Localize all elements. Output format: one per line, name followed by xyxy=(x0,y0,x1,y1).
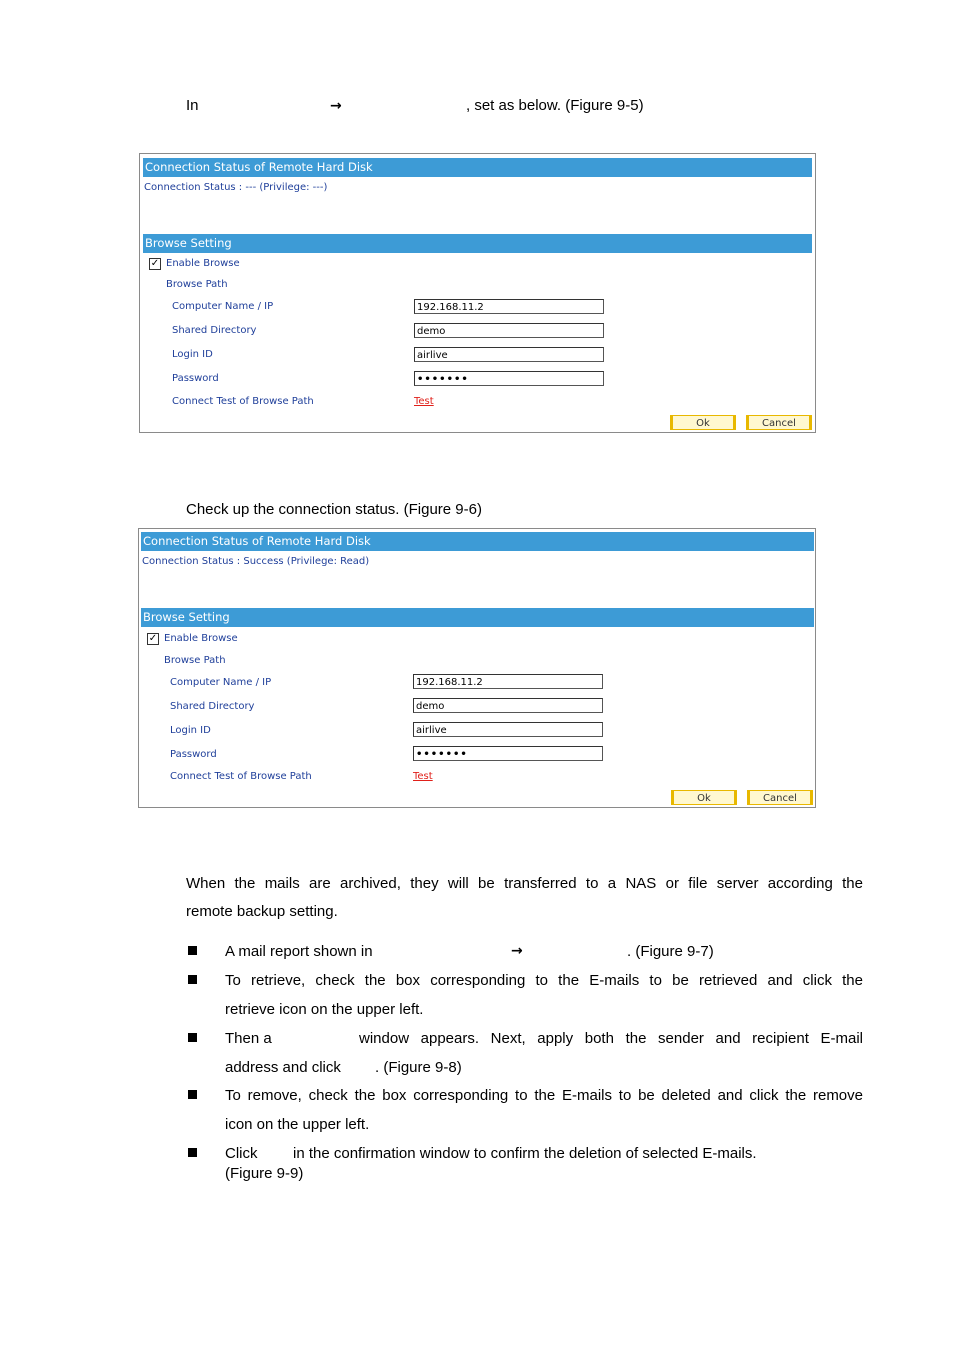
computer-name-label: Computer Name / IP xyxy=(172,301,274,312)
password-input[interactable]: ••••••• xyxy=(413,746,603,761)
status-value: Success xyxy=(243,556,284,567)
arrow-right-icon: → xyxy=(330,98,342,114)
browse-setting-header: Browse Setting xyxy=(141,608,814,627)
ok-button[interactable]: Ok xyxy=(670,415,736,430)
password-input[interactable]: ••••••• xyxy=(414,371,604,386)
intro-line xyxy=(186,96,644,116)
bullet5-line1a: Click xyxy=(225,1145,258,1162)
enable-browse-label: Enable Browse xyxy=(166,258,240,269)
check-status-text: Check up the connection status. (Figure 9-6) xyxy=(186,501,482,518)
enable-browse-checkbox[interactable]: ✓ xyxy=(150,258,160,269)
shared-directory-label: Shared Directory xyxy=(172,325,257,336)
bullet-square-icon xyxy=(188,1033,197,1042)
login-id-input[interactable]: airlive xyxy=(414,347,604,362)
enable-browse-label: Enable Browse xyxy=(164,633,238,644)
ok-button[interactable]: Ok xyxy=(671,790,737,805)
computer-name-label: Computer Name / IP xyxy=(170,677,272,688)
connection-status-text xyxy=(142,556,369,567)
bullet3-line2b: . (Figure 9-8) xyxy=(375,1059,462,1076)
browse-setting-header: Browse Setting xyxy=(143,234,812,253)
enable-browse-checkbox[interactable]: ✓ xyxy=(148,633,158,644)
password-label: Password xyxy=(172,373,219,384)
bullet4-line2: icon on the upper left. xyxy=(225,1116,370,1133)
list-item xyxy=(225,1081,863,1139)
bullet2-line2: retrieve icon on the upper left. xyxy=(225,1001,424,1018)
shared-directory-label: Shared Directory xyxy=(170,701,255,712)
shared-directory-input[interactable]: demo xyxy=(413,698,603,713)
remote-disk-panel-fig-9-6 xyxy=(138,528,816,808)
bullet-square-icon xyxy=(188,975,197,984)
bullet-square-icon xyxy=(188,1090,197,1099)
intro-suffix: , set as below. (Figure 9-5) xyxy=(466,97,644,114)
bullet3-line1a: Then a xyxy=(225,1030,272,1047)
privilege-value: Read xyxy=(340,556,366,567)
list-item xyxy=(225,966,863,1024)
browse-path-label: Browse Path xyxy=(166,279,228,290)
bullet3-line1b: window appears. Next, apply both the sender and recipient E-mail xyxy=(359,1030,863,1047)
computer-name-input[interactable]: 192.168.11.2 xyxy=(413,674,603,689)
bullet3-line2a: address and click xyxy=(225,1059,341,1076)
bullet5-line2: (Figure 9-9) xyxy=(225,1165,304,1182)
list-item xyxy=(225,937,863,966)
status-prefix: Connection Status : xyxy=(142,556,244,567)
cancel-button[interactable]: Cancel xyxy=(747,790,813,805)
panel-header: Connection Status of Remote Hard Disk xyxy=(143,158,812,177)
privilege-prefix: (Privilege: xyxy=(283,556,341,567)
login-id-label: Login ID xyxy=(170,725,211,736)
shared-directory-input[interactable]: demo xyxy=(414,323,604,338)
bullet-square-icon xyxy=(188,1148,197,1157)
list-item xyxy=(225,1024,863,1082)
bullet5-line1b: in the confirmation window to confirm the deletion of selected E-mails. xyxy=(293,1145,757,1162)
test-link[interactable]: Test xyxy=(413,771,433,782)
list-item xyxy=(225,1139,863,1189)
connect-test-label: Connect Test of Browse Path xyxy=(172,396,314,407)
login-id-label: Login ID xyxy=(172,349,213,360)
panel-header: Connection Status of Remote Hard Disk xyxy=(141,532,814,551)
login-id-input[interactable]: airlive xyxy=(413,722,603,737)
cancel-button[interactable]: Cancel xyxy=(746,415,812,430)
archive-paragraph xyxy=(186,870,863,926)
computer-name-input[interactable]: 192.168.11.2 xyxy=(414,299,604,314)
password-label: Password xyxy=(170,749,217,760)
intro-prefix: In xyxy=(186,97,199,114)
bullet4-line1: To remove, check the box corresponding to the E-mails to be deleted and click the remove xyxy=(225,1087,863,1104)
archive-line-1: When the mails are archived, they will be transferred to a NAS or file server according the xyxy=(186,875,863,892)
bullet1-part1: A mail report shown in xyxy=(225,943,373,960)
connection-status-text: Connection Status : --- (Privilege: ---) xyxy=(144,182,328,193)
bullet2-line1: To retrieve, check the box corresponding to the E-mails to be retrieved and click the xyxy=(225,972,863,989)
test-link[interactable]: Test xyxy=(414,396,434,407)
bullet1-part2: . (Figure 9-7) xyxy=(627,943,714,960)
privilege-suffix: ) xyxy=(365,556,370,567)
remote-disk-panel-fig-9-5 xyxy=(139,153,816,433)
connect-test-label: Connect Test of Browse Path xyxy=(170,771,312,782)
browse-path-label: Browse Path xyxy=(164,655,226,666)
arrow-right-icon: → xyxy=(511,943,523,959)
archive-line-2: remote backup setting. xyxy=(186,903,338,920)
bullet-square-icon xyxy=(188,946,197,955)
